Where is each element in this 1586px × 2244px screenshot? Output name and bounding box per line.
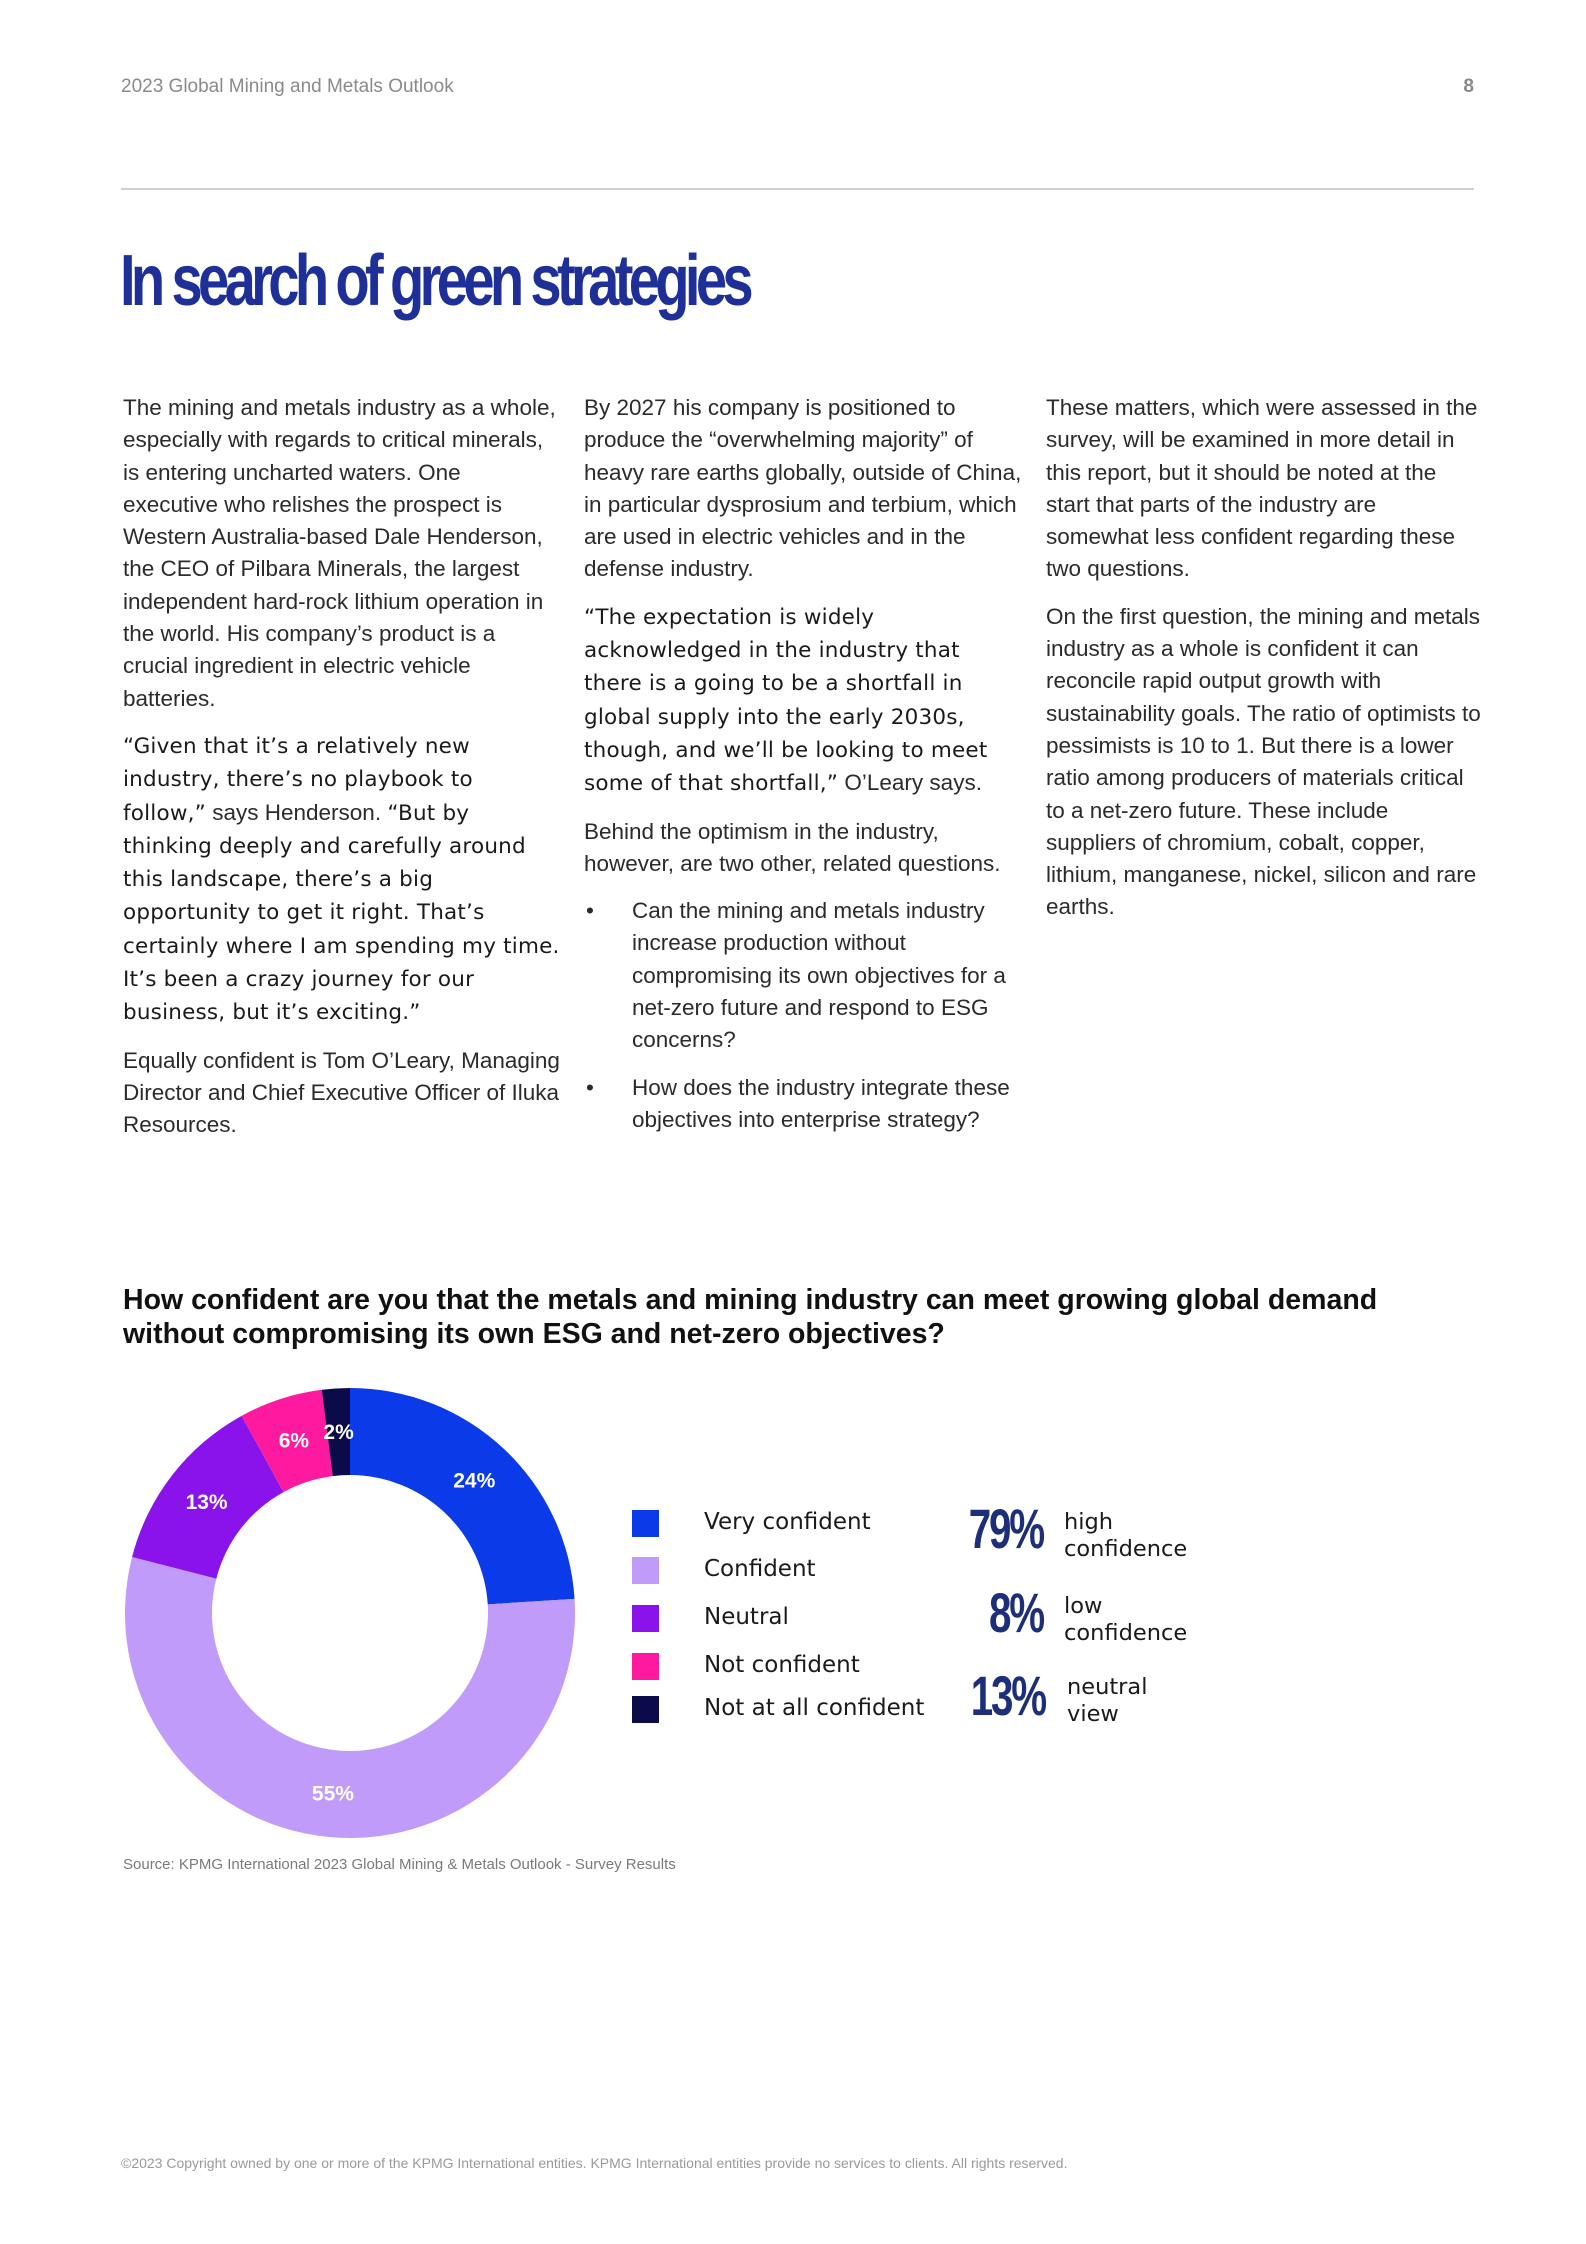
stat-label (1064, 1593, 1264, 1647)
column-3-paragraph-2: On the first question, the mining and metals industry as a whole is confident it can reconcile rapid output growth with sustainability goals. The ratio of optimists to pessimists is 10 to 1. But there is a lower ratio among producers of materials critical to a net-zero future. These include suppliers of chromium, cobalt, copper, lithium, manganese, nickel, silicon and rare earths. (1046, 603, 1481, 920)
page-title: In search of green strategies (120, 241, 749, 321)
chart-title: How confident are you that the metals and mining industry can meet growing global demand without compromising its own ESG and net-zero objectives? (123, 1284, 1378, 1350)
donut-label-not-at-all-confident: 2% (323, 1420, 354, 1444)
donut-chart (120, 1383, 580, 1843)
column-2-paragraph-1: By 2027 his company is positioned to produce the “overwhelming majority” of heavy rare earths globally, outside of China, in particular dysprosium and terbium, which are used in electric vehicles and in the defense industry. (584, 395, 1022, 582)
stat-value: 79% (968, 1497, 1043, 1560)
header-divider (121, 188, 1474, 190)
column-2 (584, 392, 1022, 1151)
legend-label: Not confident (704, 1652, 860, 1678)
henderson-quote-part-1: “Given that it’s a relatively new industry, there’s no playbook to follow,” (123, 733, 473, 826)
column-1 (123, 392, 561, 1157)
legend-label: Very confident (704, 1509, 871, 1535)
page-number: 8 (1463, 76, 1474, 97)
stat-label-line: confidence (1064, 1620, 1188, 1646)
legend-swatch (632, 1653, 659, 1680)
legend-swatch (632, 1696, 659, 1723)
donut-label-neutral: 13% (185, 1490, 228, 1514)
question-list-item: • How does the industry integrate these objectives into enterprise strategy? (584, 1072, 1022, 1137)
donut-label-not-confident: 6% (278, 1429, 310, 1453)
legend-label: Confident (704, 1556, 816, 1582)
oleary-quote-text: “The expectation is widely acknowledged in the industry that there is a going to be a shortfall in global supply into the early 2030s, though, and we’ll be looking to meet some of that shortfall,” (584, 604, 988, 797)
donut-label-very-confident: 24% (453, 1469, 496, 1493)
stat-value: 8% (989, 1581, 1043, 1644)
column-3-paragraph-1: These matters, which were assessed in the survey, will be examined in more detail in this report, but it should be noted at the start that parts of the industry are somewhat less confident regarding these two questions. (1046, 395, 1478, 582)
henderson-quote (123, 730, 561, 1030)
legend-swatch (632, 1557, 659, 1584)
stat-label (1067, 1674, 1267, 1728)
column-1-paragraph-1: The mining and metals industry as a whole, especially with regards to critical minerals, is entering uncharted waters. One executive who relishes the prospect is Western Australia-based Dale Henderson, the CEO of Pilbara Minerals, the largest independent hard-rock lithium operation in the world. His company’s product is a crucial ingredient in electric vehicle batteries. (123, 395, 556, 711)
stat-label (1064, 1509, 1264, 1563)
column-3 (1046, 392, 1484, 939)
column-2-paragraph-3: Behind the optimism in the industry, however, are two other, related questions. (584, 818, 1001, 876)
column-1-paragraph-3: Equally confident is Tom O’Leary, Managing Director and Chief Executive Officer of Iluka Resources. (123, 1047, 560, 1138)
oleary-quote (584, 601, 1022, 801)
stat-label-line: low (1064, 1593, 1103, 1619)
stat-label-line: view (1067, 1701, 1119, 1727)
legend-swatch (632, 1510, 659, 1537)
donut-slice-very-confident (350, 1388, 575, 1604)
oleary-quote-attribution: O’Leary says. (838, 770, 982, 796)
question-list (584, 895, 1022, 1136)
question-list-item: • Can the mining and metals industry increase production without compromising its own objectives for a net-zero future and respond to ESG concerns? (584, 895, 1022, 1056)
copyright-footer: ©2023 Copyright owned by one or more of the KPMG International entities. KPMG International entities provide no services to clients. All rights reserved. (121, 2155, 1068, 2171)
legend-swatch (632, 1605, 659, 1632)
header-title: 2023 Global Mining and Metals Outlook (121, 76, 454, 97)
legend-label: Not at all confident (704, 1695, 925, 1721)
donut-label-confident: 55% (311, 1782, 354, 1806)
chart-source: Source: KPMG International 2023 Global Mining & Metals Outlook - Survey Results (123, 1856, 676, 1873)
henderson-quote-part-2: “But by thinking deeply and carefully around this landscape, there’s a big opportunity to get it right. That’s certainly where I am spending my time. It’s been a crazy journey for our business, but it’s exciting.” (123, 800, 560, 1026)
stat-label-line: neutral (1067, 1674, 1148, 1700)
legend-label: Neutral (704, 1604, 789, 1630)
stat-label-line: high (1064, 1509, 1114, 1535)
henderson-quote-attribution: says Henderson. (205, 799, 388, 825)
stat-label-line: confidence (1064, 1536, 1188, 1562)
stat-value: 13% (970, 1664, 1045, 1727)
